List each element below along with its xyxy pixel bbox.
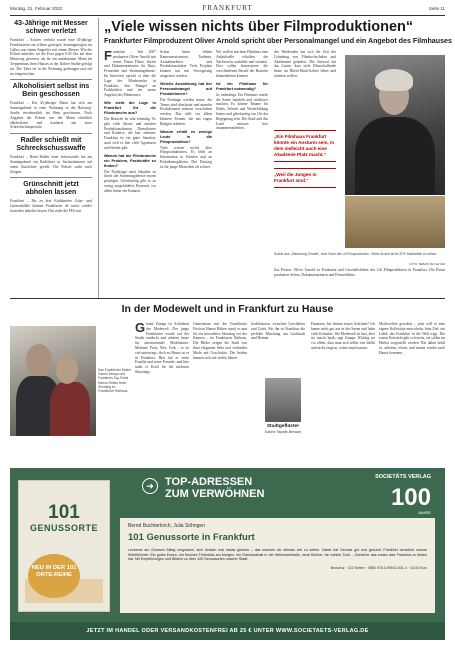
column-divider bbox=[98, 18, 99, 298]
pull-quote: „Ein Filmhaus Frankfurt könnte ein Ansturm sein, in dem vielleicht auch eine Akademie Platz macht.“ bbox=[274, 130, 336, 162]
header-rule bbox=[10, 15, 445, 16]
anniversary-label: JAHRE bbox=[417, 510, 431, 515]
author-photo bbox=[265, 378, 301, 422]
book-details: Broschur · 220 Seiten · ISBN 978-3-95542-401-4 · 18,00 Euro bbox=[330, 566, 427, 571]
article-headline: „Viele wissen nichts über Filmproduktionen“ bbox=[104, 19, 414, 35]
photo-caption: Szene aus „Steuerung Charlie“, eine Serie der Lili Filmproduktion. Oliver Arnold ist im ZDF-Mediathek zu sehen. bbox=[274, 252, 438, 256]
sidebar-item bbox=[10, 137, 92, 174]
anniversary-number: 100 bbox=[390, 484, 431, 511]
sidebar-divider bbox=[10, 133, 92, 134]
author-name: Sabine Tapaile-Benazin bbox=[264, 430, 302, 434]
article-column-4: des Werdenden hat sich die Zeit der Gründung von Filmhochschulen und Akademien geändert. Die Antwort hat das Ganze, dass viele Filmschaffende heute im Rhein-Main-Gebiet leben und arbeiten wollen. bbox=[274, 50, 336, 78]
pull-quote: „Weil die Jungen in Frankfurt sind.“ bbox=[274, 168, 336, 188]
section-rule bbox=[10, 298, 445, 299]
sidebar-heading: 43-Jährige mit Messer schwer verletzt bbox=[14, 20, 88, 35]
sidebar-heading: Alkoholisiert selbst ins Bein geschossen bbox=[12, 83, 90, 99]
drop-cap: F bbox=[104, 50, 112, 63]
sidebar-text: Frankfurt – Ein 43-jähriger Mann hat sich am Samstagabend in einer Wohnung in der Ratsweg-Straße versehentlich ins Bein geschossen. Nach Angaben der Polizei war der Mann erheblich alkoholisiert und hantierte mit einer Schreckschusspistole. bbox=[10, 101, 92, 130]
sidebar-text: Frankfurt – Beim Radler einer Schusswaffe hat am Sonntagabend ein Radfahrer in Sachsenhausen auf einen Autofahrer gezielt. Die Polizei sucht nach Zeugen. bbox=[10, 155, 92, 174]
ad-headline-2: ZUM VERWÖHNEN bbox=[165, 488, 265, 500]
sidebar-text: Frankfurt – Bis zu drei Kubikmeter Grün- und Gartenabfälle können Frankfurter ab sofort wieder kostenlos abholen lassen. Das teilte die FES mit. bbox=[10, 199, 92, 213]
photo-credit: FOTO: SEBASTIAN GEYER bbox=[409, 262, 445, 266]
issue-date: Montag, 21. Februar 2022 bbox=[10, 6, 63, 11]
sidebar-divider bbox=[10, 177, 92, 178]
question-heading: Welche Ausbildung hat der Personalmangel auf Produktionen? bbox=[160, 80, 212, 96]
quote-box bbox=[274, 130, 336, 194]
article2-column-2: Gemeinsam mit der Frankfurter Frisörin Hanna Rüben stand er nun für ein besonderes Shooting vor der Kamera – im Frankfurter Rathaus. Die Bilder zeigen die Stadt von ihrer eleganten Seite und verbinden Mode mit Geschichte. Die beiden kennen sich seit vielen Jahren. bbox=[193, 322, 247, 360]
article2-column-5: Modewelten gewohnt – jetzt will er eine eigene Kollektion entwickeln. Sein Ziel: ein Label, das Frankfurt in die Welt trägt. Die ersten Entwürfe gibt es bereits, sie sollen im Herbst vorgestellt werden. Bis dahin heißt es: arbeiten, reisen, und immer wieder nach Hause kommen. bbox=[379, 322, 445, 355]
models-photo bbox=[10, 326, 96, 436]
sidebar-text: Frankfurt – Schwer verletzt wurde eine 43-jährige Frankfurterin am frühen gestrigen Sonntagmorgen im Gallus von einem Angreifer mit einem Messer. Wie die Polizei mitteilte, sei die Frau gegen 0.30 Uhr auf dem Heimweg gewesen, als ihr ein unbekannter Mann im Treppenhaus ihres Hauses in der Kölner Straße gefolgt sei. Der Täter sei in die Wohnung gedrungen und auf sie eingestochen. bbox=[10, 38, 92, 76]
drop-cap: G bbox=[135, 322, 146, 335]
arrow-right-icon: ➜ bbox=[142, 478, 158, 494]
publisher-logo: SOCIETÄTS VERLAG bbox=[375, 474, 431, 480]
question-heading: Warum hat die Filmbranche ein Problem, Fachkräfte zu finden? bbox=[104, 152, 156, 168]
book-cover-word: GENUSSORTE bbox=[29, 523, 98, 533]
book-description: Leckeres am Grossen Alltag vergessen, sich einfach mal etwas gönnen – das machen wir oftmals viel zu selten. Dabei hat Genuss gut und gesund. Frankfurt verwöhnt unsere Wohlfühlorte: Ein gutes Essen, ein frisches Frühstück am Morgen, ein Rosthaushalt in der Weinmarkthalle, neue Bücher, ein echtes Tuch – Genießer das erstes was Frankfurt zu bieten hat. Mit Empfehlungen und Bildern zu über 100 Genussorten unserer Stadt. bbox=[128, 548, 427, 562]
sidebar-news bbox=[10, 20, 92, 214]
section-title: FRANKFURT bbox=[202, 4, 253, 12]
article-continuation: Zur Person: Oliver Arnold ist Produzent und Geschäftsführer der Lili Filmproduktion in Frankfurt. Die Firma produziert Serien, Dokumentationen und Fernsehfilme. bbox=[274, 268, 445, 277]
article-subhead: Frankfurter Filmproduzent Oliver Arnold spricht über Personalmangel und ein Angebot des Filmhauses bbox=[104, 37, 452, 45]
article-column-2: Schon heute fehlen Kameraassistenten, Tonleute, Aufnahmeleiter und Produktionsfahrer. Viele Projekte können nur mit Verzögerung umgesetzt werden. Welche Ausbildung hat der Personalmangel auf Produktionen? Die Drehtage werden teurer, die Teams sind überlastet und manche Produktionen müssen verschoben werden. Das trifft vor allem kleinere Firmen, die mit engen Budgets arbeiten. Warum erhält es wenige Leute in die Filmproduktion? Viele wissen nichts über Filmproduktionen. Es fehlt an Information in Schulen und an Praktikumsplätzen. Der Einstieg ist für junge Menschen oft schwer. bbox=[160, 50, 212, 169]
question-heading: Warum erhält es wenige Leute in die Filmproduktion? bbox=[160, 128, 212, 144]
scene-photo bbox=[345, 196, 445, 248]
article2-column-4: Finanzen, bei deinen ersten Schritten? Ich kenne mich gut aus in der Szene und habe viele Kontakte. Die Modewelt ist hart, aber sie macht Spaß, sagt Zampa. Wichtig sei vor allem, dass man sich selbst treu bleibt und nicht vergisst, woher man kommt. bbox=[311, 322, 375, 350]
book-cover-number: 101 bbox=[48, 502, 80, 523]
sidebar-heading: Radler schießt mit Schreckschusswaffe bbox=[16, 137, 86, 153]
book-title: 101 Genussorte in Frankfurt bbox=[128, 532, 255, 543]
page-number: Seite 11 bbox=[428, 6, 445, 11]
ad-info-panel bbox=[120, 518, 435, 613]
article-column-3: Wir wollen mit dem Filmhaus eine Anlaufstelle schaffen, die Nachwuchs ausbildet und vernetzt. Dort sollen Interessierte die verschiedenen Berufe der Branche kennenlernen können. Ist ein Filmhaus für Frankfurt notwendig? Ja, unbedingt. Ein Filmhaus würde die Szene bündeln und sichtbarer machen. Es könnte Räume für Drehs, Schnitt und Weiterbildung bieten und gleichzeitig ein Ort der Begegnung sein. Die Stadt und das Land müssen hier zusammenarbeiten. bbox=[216, 50, 268, 131]
author-box bbox=[258, 424, 308, 435]
book-advertisement[interactable] bbox=[10, 468, 445, 640]
sidebar-item bbox=[10, 83, 92, 130]
article2-column-3: hochhäusern, zwischen Geschäften und Cafés. Für ihn ist Frankfurt die perfekte Mischung aus Großstadt und Heimat. bbox=[251, 322, 305, 341]
article2-column-1: Gianni Zampa ist Schönheit der Modewelt. Der junge Frankfurter wurde auf der Straße entdeckt und arbeitet heute für internationale Modehäuser. Mailand, Paris, New York – er ist viel unterwegs, doch zu Hause ist er in Frankfurt. Hier hat er seine Familie und seine Freunde, und hier tankt er Kraft für die nächsten Shootings. bbox=[135, 322, 189, 374]
article2-headline: In der Modewelt und in Frankfurt zu Hause bbox=[121, 303, 334, 315]
sidebar-heading: Grünschnitt jetzt abholen lassen bbox=[23, 181, 79, 197]
sidebar-item bbox=[10, 181, 92, 213]
ad-footer-link[interactable]: JETZT IM HANDEL ODER VERSANDKOSTENFREI AB 25 € UNTER WWW.SOCIETAETS-VERLAG.DE bbox=[10, 622, 445, 640]
article-column-1: Frankfurt – Seit 2007 produziert Oliver Arnold mit seiner Firma Filme, Serien und Dokumentationen für Kino, Fernsehen und Streamingdienste. Im Interview spricht er über die Lage der Filmbranche in Frankfurt, den Mangel an Fachkräften und ein neues Angebot des Filmhauses. Wie sieht die Lage in Frankfurt für die Filmbranche aus? Die Branche ist sehr lebendig. Es gibt viele kleine und mittlere Produktionsfirmen, Dienstleister und Kreative, die hier arbeiten. Frankfurt ist ein guter Standort, auch weil es hier viele Agenturen und Sender gibt. Warum hat die Filmbranche ein Problem, Fachkräfte zu finden? Die Nachfrage nach Inhalten ist durch die Streamingdienste enorm gestiegen. Gleichzeitig gibt es zu wenig ausgebildetes Personal, vor allem hinter der Kamera. bbox=[104, 50, 156, 193]
book-authors: Bernd Buchterkirch, Julia Söhngen bbox=[128, 523, 205, 529]
column-name: Stadtgeflüster bbox=[266, 424, 300, 429]
question-heading: Wie sieht die Lage in Frankfurt für die Filmbranche aus? bbox=[104, 99, 156, 115]
page-header bbox=[10, 4, 445, 14]
portrait-photo bbox=[345, 55, 445, 195]
ad-headline-1: TOP-ADRESSEN bbox=[165, 476, 253, 488]
sidebar-item bbox=[10, 20, 92, 76]
sidebar-divider bbox=[10, 79, 92, 80]
question-heading: Ist ein Filmhaus für Frankfurt notwendig? bbox=[216, 80, 268, 91]
new-edition-badge: NEU IN DER 101 ORTE-REIHE bbox=[28, 554, 80, 598]
models-photo-caption: Das Frankfurter Model Gianni Zampa und Frankfurts Top-Frisör Hanna Rüben beim Shooting im Frankfurter Rathaus. bbox=[98, 368, 131, 394]
